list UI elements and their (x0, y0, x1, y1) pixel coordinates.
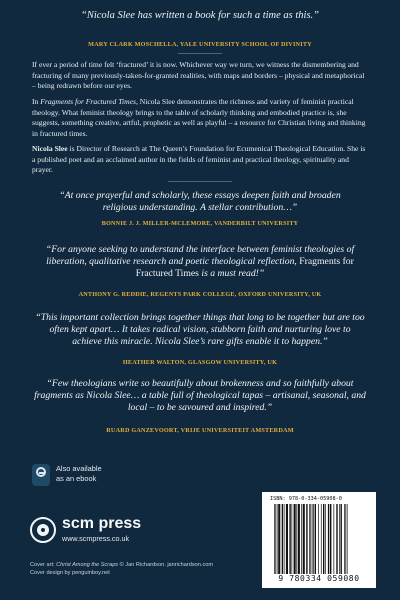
barcode-bar (325, 504, 326, 574)
barcode-bar (306, 504, 307, 574)
barcode-bar (345, 504, 346, 574)
ebook-availability (32, 464, 102, 486)
barcode-bar (328, 504, 329, 574)
isbn-text: ISBN: 978-0-334-05908-0 (270, 496, 342, 502)
barcode-bar (274, 504, 275, 574)
barcode-bar (341, 504, 342, 574)
barcode-bar (321, 504, 322, 574)
barcode-bar (282, 504, 283, 574)
divider (178, 53, 222, 54)
barcode-bar (330, 504, 331, 574)
book-title-inline: Fragments for Fractured Times (135, 256, 354, 280)
credit-rest: © Jan Richardson. janrichardson.com (118, 562, 214, 568)
endorsement-attribution-2: BONNIE J. J. MILLER-MCLEMORE, VANDERBILT UNIVERSITY (101, 220, 299, 227)
ebook-e-icon (32, 464, 50, 486)
barcode-bar (277, 504, 278, 574)
barcode-number: 9 780334 059080 (278, 574, 360, 583)
barcode-bar (286, 504, 288, 574)
barcode-bar (323, 504, 324, 574)
cover-credits (30, 561, 213, 577)
cover-art-credit (30, 561, 213, 569)
book-title-inline: Fragments for Fractured Times (40, 97, 136, 106)
endorsement-quote-4: “This important collection brings together things that long to be together but are too often kept apart… It takes radical vision, stubborn faith and nurturing love to achieve this miracle. Nicola Slee’s rare gifts enable it to happen.” (35, 312, 365, 348)
endorsement-attribution-3: ANTHONY G. REDDIE, REGENTS PARK COLLEGE, OXFORD UNIVERSITY, UK (78, 291, 322, 298)
barcode-bar (310, 504, 311, 574)
publisher-url: www.scmpress.co.uk (62, 534, 130, 543)
blurb-paragraph-2 (32, 97, 368, 139)
blurb-paragraph-1: If ever a period of time felt ‘fractured’ it is now. Whichever way we turn, we witness the dismembering and fracturing of many previously-taken-for-granted realities, with maps and borders – physical and metaphorical – being redrawn before our eyes. (32, 60, 365, 90)
author-bio-text: is Director of Research at The Queen’s Foundation for Ecumenical Theological Education. She is a published poet and an acclaimed author in the fields of feminist and practical theology, spirituality and prayer. (32, 144, 366, 174)
barcode-bar (275, 504, 276, 574)
barcode-bar (303, 504, 305, 574)
barcode-bar (294, 504, 296, 574)
barcode-bar (298, 504, 300, 574)
barcode-panel (262, 492, 376, 588)
barcode-bar (315, 504, 316, 574)
scm-press-logo-icon (30, 517, 56, 543)
barcode-bar (312, 504, 313, 574)
barcode-bar (296, 504, 297, 574)
author-name: Nicola Slee (32, 144, 68, 153)
barcode-bar (309, 504, 310, 574)
barcode-bar (278, 504, 280, 574)
blurb-text: , Nicola Slee demonstrates the richness and variety of feminist practical theology. What feminist theology brings to the table of scholarly thinking and embodied practice is, she suggests, something creative, artful, prophetic as well as playful – a resource for Christian living and thinking in fractured times. (32, 97, 366, 138)
barcode-bar (344, 504, 345, 574)
barcode-bar (336, 504, 337, 574)
endorsement-quote-3 (34, 244, 366, 281)
barcode-bar (334, 504, 335, 574)
endorsement-quote-2: “At once prayerful and scholarly, these essays deepen faith and broaden religious understanding. A stellar contribution…” (59, 190, 341, 214)
quote-text: is a must read!” (198, 268, 265, 280)
author-bio (32, 144, 368, 176)
barcode-bar (313, 504, 314, 574)
endorsement-quote-1: “Nicola Slee has written a book for such a time as this.” (81, 10, 319, 21)
blurb-prefix: In (32, 97, 41, 106)
endorsement-attribution-4: HEATHER WALTON, GLASGOW UNIVERSITY, UK (122, 359, 278, 366)
barcode-bar (339, 504, 340, 574)
cover-design-credit: Cover design by penguinboy.net (30, 570, 110, 576)
publisher-block (30, 516, 141, 543)
barcode-bar (289, 504, 290, 574)
barcode-bar (292, 504, 293, 574)
artwork-title: Christ Among the Scraps (56, 562, 119, 568)
barcode-bar (318, 504, 319, 574)
barcode-bar (284, 504, 285, 574)
ebook-line-1: Also available (56, 464, 102, 473)
quote-text: “For anyone seeking to understand the interface between feminist theologies of liberation, qualitative research and poetic theological reflection, (45, 244, 355, 268)
publisher-name: scm press (62, 515, 142, 532)
credit-prefix: Cover art: (30, 562, 57, 568)
endorsement-attribution-1: MARY CLARK MOSCHELLA, YALE UNIVERSITY SCHOOL OF DIVINITY (88, 41, 312, 48)
barcode-bars (272, 504, 368, 574)
ebook-line-2: as an ebook (56, 473, 97, 483)
divider (168, 181, 232, 182)
barcode-bar (347, 504, 348, 574)
barcode-bar (301, 504, 302, 574)
endorsement-attribution-5: RUARD GANZEVOORT, VRIJE UNIVERSITEIT AMSTERDAM (106, 427, 294, 434)
endorsement-quote-5: “Few theologians write so beautifully about brokenness and so faithfully about fragments as Nicola Slee… a table full of theological tapas – artisanal, seasonal, and local – to be savoured and inspired.” (34, 378, 366, 414)
